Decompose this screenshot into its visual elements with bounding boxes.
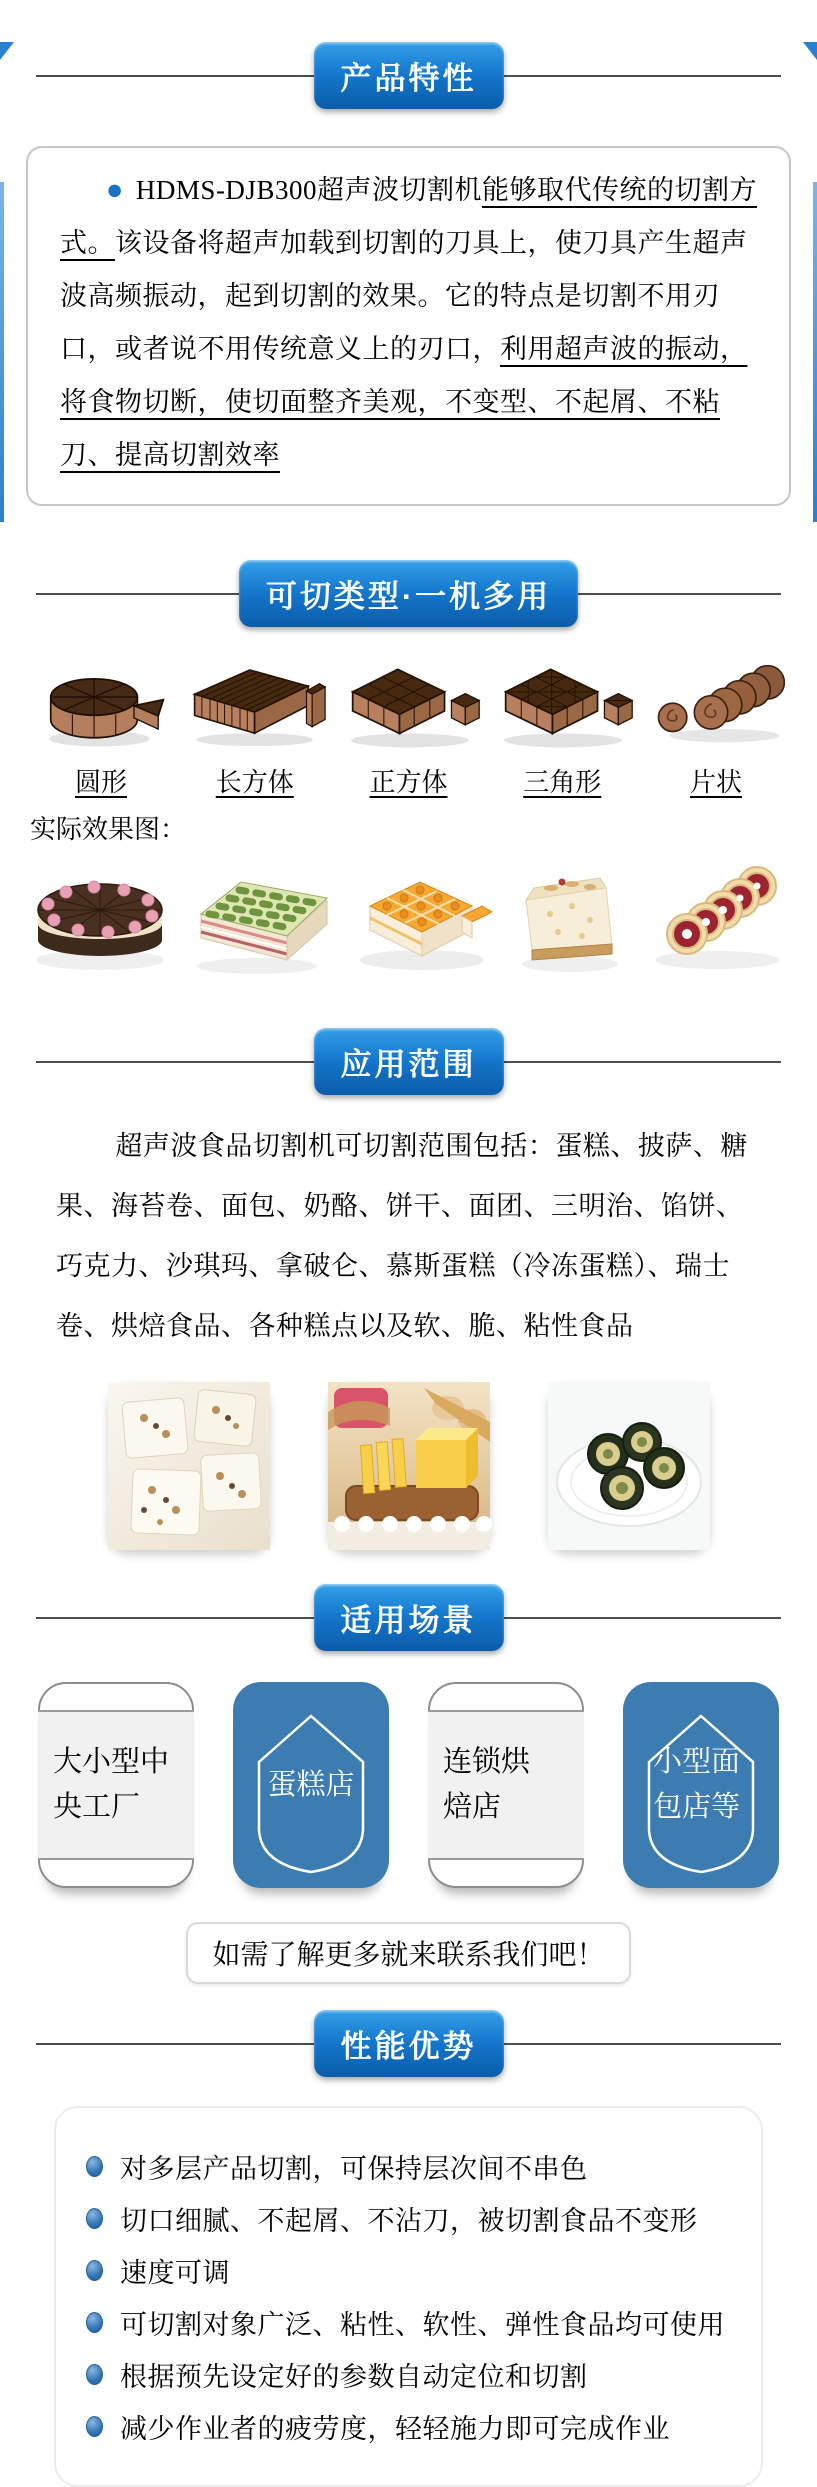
shape-label: 三角形 — [523, 768, 602, 797]
chocolate-round-cake-photo — [28, 848, 178, 988]
intro-underlined-text-1: 能够取代传统的切割方式。 — [60, 175, 757, 258]
features-title-badge: 产品特性 — [314, 42, 504, 109]
cube-cake-illustration — [334, 652, 484, 756]
seaweed-rolls-photo — [548, 1382, 710, 1550]
features-paragraph — [60, 164, 757, 482]
advantage-text: 减少作业者的疲劳度，轻轻施力即可完成作业 — [120, 2414, 670, 2444]
applications-photos-row — [0, 1382, 817, 1550]
applications-title-badge: 应用范围 — [314, 1028, 504, 1095]
advantages-panel — [54, 2106, 763, 2487]
bullet-dot-icon — [86, 2260, 103, 2281]
cut-shape-round — [26, 652, 176, 799]
scenes-title-badge: 适用场景 — [314, 1584, 504, 1651]
advantage-text: 对多层产品切割，可保持层次间不串色 — [120, 2154, 588, 2184]
bullet-dot-icon — [86, 2416, 103, 2437]
advantage-text: 速度可调 — [120, 2258, 230, 2288]
shape-label: 圆形 — [74, 768, 127, 797]
scene-card-cake-shop — [233, 1682, 389, 1888]
contact-row — [0, 1922, 817, 1984]
cut-shape-slices — [641, 652, 791, 799]
advantage-item — [86, 2199, 747, 2238]
scenes-row — [0, 1682, 817, 1888]
advantage-text: 可切割对象广泛、粘性、软性、弹性食品均可使用 — [120, 2310, 725, 2340]
shape-label: 片状 — [689, 768, 742, 797]
advantage-item — [86, 2251, 747, 2290]
scene-card-bakery-chain — [428, 1682, 584, 1888]
bullet-dot-icon — [86, 2208, 103, 2229]
scene-card-label: 大小型中央工厂 — [53, 1746, 170, 1823]
red-velvet-roll-slices-photo — [637, 848, 789, 988]
cut-shapes-row — [0, 652, 817, 799]
scene-card-small-bread-shop — [623, 1682, 779, 1888]
cuboid-cake-illustration — [180, 652, 330, 756]
butter-slices-photo — [328, 1382, 490, 1550]
applications-paragraph: 超声波食品切割机可切割范围包括：蛋糕、披萨、糖果、海苔卷、面包、奶酪、饼干、面团、三明治、馅饼、巧克力、沙琪玛、拿破仑、慕斯蛋糕（冷冻蛋糕）、瑞士卷、烘焙食品、各种糕点以及软、脆、粘性食品 — [56, 1131, 748, 1341]
product-description-page — [0, 42, 817, 2444]
scene-card-label: 小型面包店等 — [653, 1746, 741, 1823]
advantage-item — [86, 2147, 747, 2186]
matcha-layer-cake-photo — [187, 848, 339, 988]
cut-shape-cuboid — [180, 652, 330, 799]
advantage-text: 根据预先设定好的参数自动定位和切割 — [120, 2362, 588, 2392]
section-header-advantages — [0, 2010, 817, 2076]
advantage-item — [86, 2407, 747, 2446]
section-header-applications — [0, 1028, 817, 1094]
effect-caption: 实际效果图： — [30, 815, 187, 844]
features-panel — [26, 146, 791, 506]
bullet-dot-icon — [86, 2312, 103, 2333]
round-cake-illustration — [26, 652, 176, 756]
edge-decoration-right — [813, 182, 817, 522]
advantage-text: 切口细腻、不起屑、不沾刀，被切割食品不变形 — [120, 2206, 698, 2236]
cheesecake-slice-photo — [506, 848, 628, 988]
section-header-scenes — [0, 1584, 817, 1650]
scene-card-band — [428, 1710, 584, 1860]
advantages-title-badge: 性能优势 — [314, 2010, 504, 2077]
intro-lead-text: HDMS-DJB300超声波切割机 — [135, 175, 482, 205]
scene-card-band — [38, 1710, 194, 1860]
bullet-dot-icon: ● — [105, 174, 124, 206]
nougat-cubes-photo — [108, 1382, 270, 1550]
bullet-dot-icon — [86, 2364, 103, 2385]
cut-types-title-badge: 可切类型·一机多用 — [239, 560, 578, 627]
shape-label: 长方体 — [215, 768, 294, 797]
cut-shape-triangle — [487, 652, 637, 799]
scene-card-label: 连锁烘焙店 — [443, 1746, 531, 1823]
intro-underlined-text-2: 利用超声波的振动，将食物切断，使切面整齐美观，不变型、不起屑、不粘刀、提高切割效率 — [60, 334, 748, 470]
section-header-cut-types — [0, 560, 817, 626]
shape-label: 正方体 — [369, 768, 448, 797]
advantage-item — [86, 2303, 747, 2342]
cut-shape-cube — [334, 652, 484, 799]
mango-square-cake-photo — [348, 848, 498, 988]
scene-card-central-factory — [38, 1682, 194, 1888]
contact-banner[interactable]: 如需了解更多就来联系我们吧！ — [186, 1922, 630, 1984]
triangle-cake-illustration — [487, 652, 637, 756]
section-header-features — [0, 42, 817, 108]
scene-card-label: 蛋糕店 — [267, 1768, 355, 1801]
edge-decoration-left — [0, 182, 4, 522]
sliced-roll-illustration — [641, 652, 791, 756]
intro-middle-text: 该设备将超声加载到切割的刀具上，使刀具产生超声波高频振动，起到切割的效果。它的特点是切割不用刃口，或者说不用传统意义上的刃口， — [60, 228, 748, 364]
effect-photos-row — [0, 848, 817, 988]
advantage-item — [86, 2355, 747, 2394]
bullet-dot-icon — [86, 2156, 103, 2177]
